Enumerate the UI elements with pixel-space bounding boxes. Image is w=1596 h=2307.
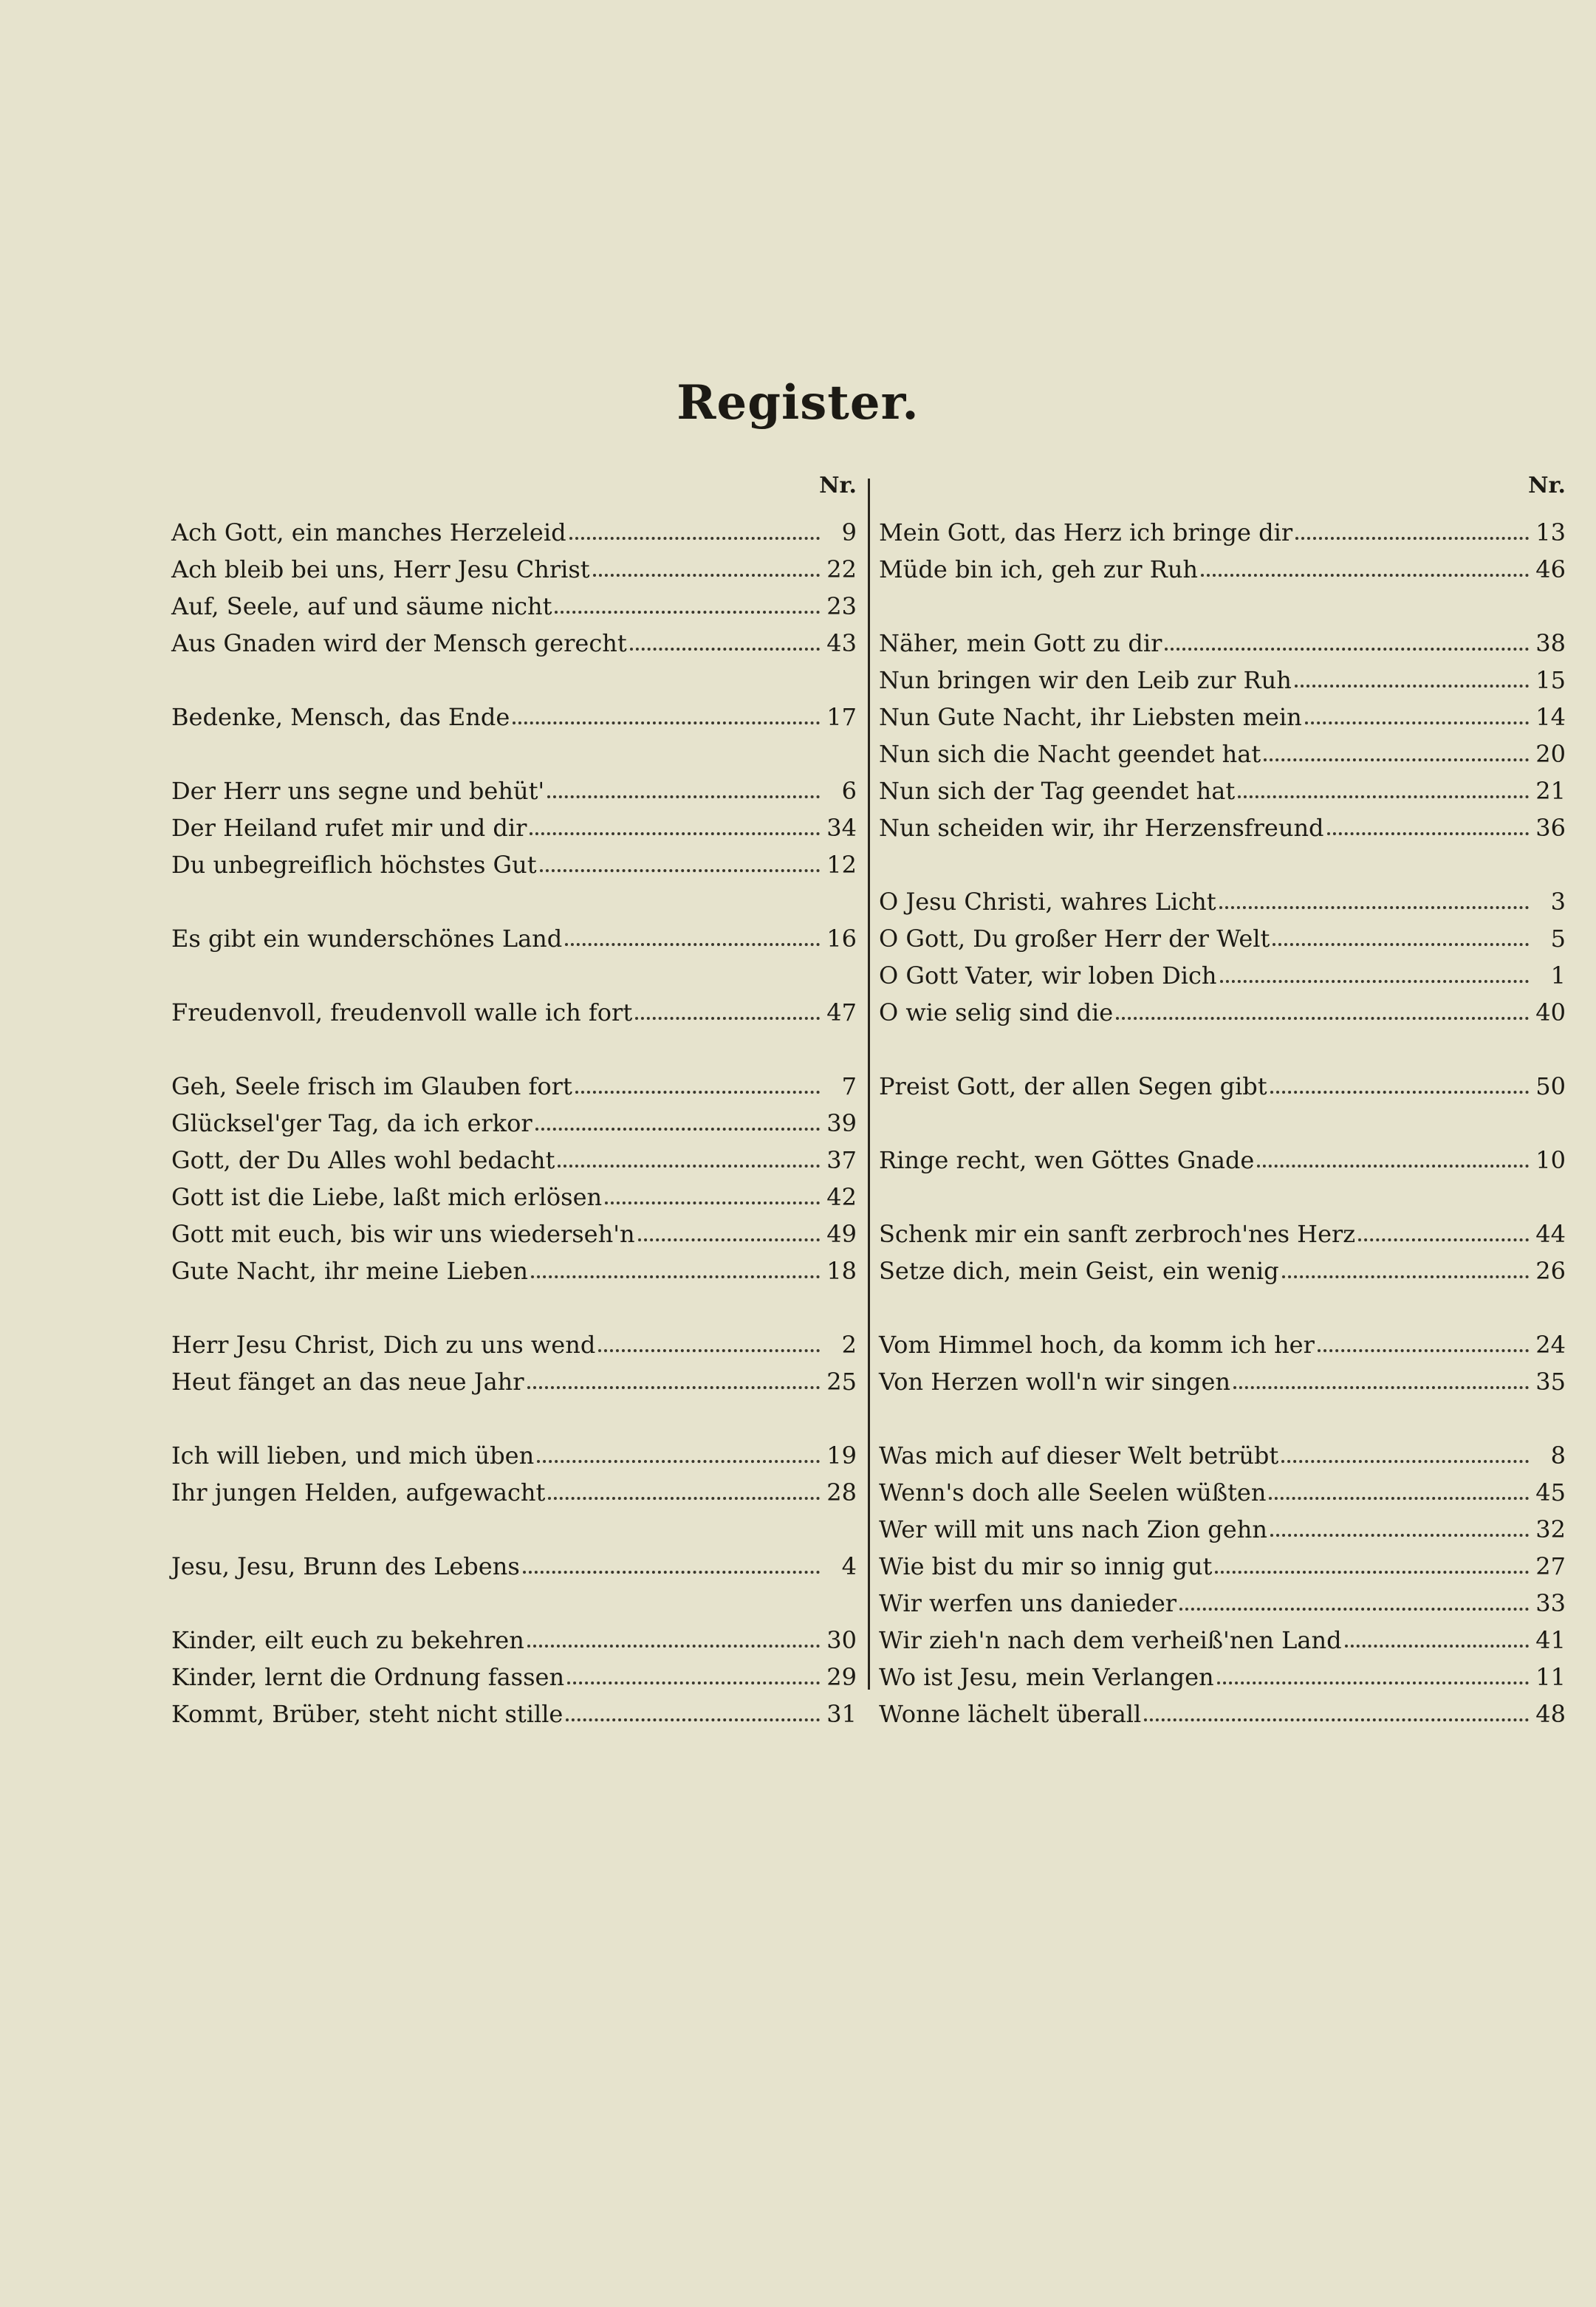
dot-leader — [1273, 943, 1529, 946]
entry-number: 15 — [1535, 666, 1566, 694]
entry-number: 49 — [826, 1220, 857, 1248]
dot-leader — [540, 869, 820, 872]
index-group — [879, 883, 1566, 1031]
entry-title: Nun bringen wir den Leib zur Ruh — [879, 666, 1292, 694]
entry-number: 38 — [1535, 629, 1566, 657]
entry-title: Ihr jungen Helden, aufgewacht — [171, 1478, 546, 1506]
index-entry — [171, 1437, 857, 1474]
dot-leader — [1358, 1238, 1529, 1241]
column-header-nr: Nr. — [819, 473, 857, 498]
entry-title: Mein Gott, das Herz ich bringe dir — [879, 518, 1293, 546]
entry-number: 44 — [1535, 1220, 1566, 1248]
entry-number: 35 — [1535, 1368, 1566, 1396]
entry-number: 23 — [826, 592, 857, 620]
index-group — [171, 514, 857, 662]
dot-leader — [558, 1165, 820, 1168]
dot-leader — [1281, 1460, 1529, 1463]
entry-title: Wonne lächelt überall — [879, 1700, 1142, 1728]
index-entry — [879, 1696, 1566, 1732]
entry-number: 48 — [1535, 1700, 1566, 1728]
index-entry — [879, 809, 1566, 846]
index-entry — [879, 1252, 1566, 1289]
index-entry — [879, 1622, 1566, 1659]
dot-leader — [1295, 685, 1529, 688]
entry-title: Aus Gnaden wird der Mensch gerecht — [171, 629, 627, 657]
dot-leader — [565, 943, 820, 946]
entry-number: 7 — [841, 1072, 857, 1100]
index-group — [171, 1548, 857, 1585]
dot-leader — [547, 795, 820, 798]
index-entry — [171, 1252, 857, 1289]
entry-title: Schenk mir ein sanft zerbroch'nes Herz — [879, 1220, 1356, 1248]
index-entry — [171, 1363, 857, 1400]
entry-number: 42 — [826, 1183, 857, 1211]
entry-title: Bedenke, Mensch, das Ende — [171, 703, 510, 731]
dot-leader — [630, 648, 820, 651]
index-entry — [879, 883, 1566, 920]
index-group — [879, 514, 1566, 588]
entry-number: 5 — [1550, 925, 1566, 953]
entry-number: 27 — [1535, 1552, 1566, 1580]
entry-number: 13 — [1535, 518, 1566, 546]
entry-title: Preist Gott, der allen Segen gibt — [879, 1072, 1267, 1100]
index-group — [879, 1216, 1566, 1289]
index-entry — [879, 662, 1566, 699]
index-entry — [171, 1659, 857, 1696]
index-entry — [171, 772, 857, 809]
entry-number: 40 — [1535, 998, 1566, 1026]
entry-number: 16 — [826, 925, 857, 953]
dot-leader — [1282, 1275, 1529, 1278]
index-entry — [171, 1696, 857, 1732]
index-entry — [171, 1474, 857, 1511]
entry-number: 45 — [1535, 1478, 1566, 1506]
dot-leader — [1144, 1718, 1529, 1721]
entry-title: Gott, der Du Alles wohl bedacht — [171, 1146, 555, 1174]
entry-title: Gott mit euch, bis wir uns wiederseh'n — [171, 1220, 635, 1248]
entry-number: 12 — [826, 851, 857, 879]
index-group — [879, 1326, 1566, 1400]
index-entry — [879, 514, 1566, 551]
entry-title: Jesu, Jesu, Brunn des Lebens — [171, 1552, 520, 1580]
dot-leader — [598, 1349, 820, 1352]
entry-title: Kommt, Brüber, steht nicht stille — [171, 1700, 564, 1728]
dot-leader — [535, 1128, 820, 1131]
index-entry — [879, 772, 1566, 809]
entry-number: 3 — [1550, 888, 1566, 916]
entry-title: Nun Gute Nacht, ihr Liebsten mein — [879, 703, 1302, 731]
index-entry — [171, 625, 857, 662]
dot-leader — [1270, 1091, 1529, 1094]
entry-title: Näher, mein Gott zu dir — [879, 629, 1162, 657]
entry-title: Nun scheiden wir, ihr Herzensfreund — [879, 814, 1324, 842]
index-entry — [171, 514, 857, 551]
dot-leader — [1327, 832, 1529, 835]
entry-number: 14 — [1535, 703, 1566, 731]
index-group — [879, 1068, 1566, 1105]
index-entry — [879, 551, 1566, 588]
entry-number: 4 — [841, 1552, 857, 1580]
entry-number: 41 — [1535, 1626, 1566, 1654]
dot-leader — [523, 1571, 820, 1574]
entry-number: 32 — [1535, 1515, 1566, 1543]
index-entry — [171, 1548, 857, 1585]
index-entry — [879, 957, 1566, 994]
entry-title: O Jesu Christi, wahres Licht — [879, 888, 1216, 916]
entry-number: 39 — [826, 1109, 857, 1137]
entry-number: 22 — [826, 555, 857, 583]
entry-title: Ach bleib bei uns, Herr Jesu Christ — [171, 555, 590, 583]
index-entry — [879, 1659, 1566, 1696]
entry-title: Freudenvoll, freudenvoll walle ich fort — [171, 998, 633, 1026]
index-entry — [879, 1437, 1566, 1474]
entry-title: Kinder, lernt die Ordnung fassen — [171, 1663, 565, 1691]
entry-number: 18 — [826, 1257, 857, 1285]
index-entry — [171, 551, 857, 588]
entry-title: Wo ist Jesu, mein Verlangen — [879, 1663, 1214, 1691]
index-entry — [171, 846, 857, 883]
index-entry — [879, 1585, 1566, 1622]
index-group — [171, 1437, 857, 1511]
entry-title: Geh, Seele frisch im Glauben fort — [171, 1072, 572, 1100]
dot-leader — [1215, 1571, 1529, 1574]
column-divider — [868, 479, 870, 1690]
entry-title: Ich will lieben, und mich üben — [171, 1442, 535, 1470]
entry-number: 25 — [826, 1368, 857, 1396]
dot-leader — [531, 1275, 820, 1278]
index-entry — [879, 1511, 1566, 1548]
entry-number: 1 — [1550, 961, 1566, 990]
dot-leader — [605, 1202, 820, 1204]
dot-leader — [635, 1017, 820, 1020]
page-title: Register. — [677, 375, 919, 431]
index-entry — [879, 1474, 1566, 1511]
dot-leader — [1257, 1165, 1529, 1168]
dot-leader — [1269, 1497, 1529, 1500]
dot-leader — [1116, 1017, 1529, 1020]
entry-number: 33 — [1535, 1589, 1566, 1617]
entry-number: 2 — [841, 1331, 857, 1359]
entry-number: 24 — [1535, 1331, 1566, 1359]
index-group — [171, 920, 857, 957]
entry-title: Gute Nacht, ihr meine Lieben — [171, 1257, 528, 1285]
index-entry — [171, 920, 857, 957]
entry-number: 37 — [826, 1146, 857, 1174]
index-group — [879, 625, 1566, 846]
dot-leader — [1233, 1386, 1529, 1389]
dot-leader — [527, 1386, 820, 1389]
index-entry — [171, 1179, 857, 1216]
entry-number: 31 — [826, 1700, 857, 1728]
entry-title: O wie selig sind die — [879, 998, 1114, 1026]
entry-number: 50 — [1535, 1072, 1566, 1100]
entries-right — [879, 514, 1566, 1732]
entry-title: Setze dich, mein Geist, ein wenig — [879, 1257, 1279, 1285]
entry-number: 11 — [1535, 1663, 1566, 1691]
entry-number: 8 — [1550, 1442, 1566, 1470]
index-entry — [171, 1068, 857, 1105]
dot-leader — [548, 1497, 820, 1500]
dot-leader — [1165, 648, 1529, 651]
index-entry — [879, 1326, 1566, 1363]
entry-number: 28 — [826, 1478, 857, 1506]
dot-leader — [1318, 1349, 1529, 1352]
index-group — [171, 1622, 857, 1732]
entry-title: Wir zieh'n nach dem verheiß'nen Land — [879, 1626, 1342, 1654]
dot-leader — [1201, 574, 1529, 577]
entry-number: 10 — [1535, 1146, 1566, 1174]
dot-leader — [513, 721, 820, 724]
entry-title: Der Heiland rufet mir und dir — [171, 814, 527, 842]
index-entry — [171, 1142, 857, 1179]
dot-leader — [1264, 758, 1529, 761]
index-column-left — [171, 473, 857, 1769]
index-entry — [171, 588, 857, 625]
dot-leader — [569, 537, 820, 540]
index-entry — [171, 1216, 857, 1252]
entry-title: Auf, Seele, auf und säume nicht — [171, 592, 552, 620]
entry-number: 6 — [841, 777, 857, 805]
dot-leader — [1179, 1608, 1529, 1611]
index-entry — [171, 1105, 857, 1142]
dot-leader — [1345, 1645, 1529, 1648]
entry-title: Gott ist die Liebe, laßt mich erlösen — [171, 1183, 603, 1211]
index-entry — [879, 1216, 1566, 1252]
dot-leader — [1270, 1534, 1529, 1537]
entry-title: Wer will mit uns nach Zion gehn — [879, 1515, 1267, 1543]
index-entry — [879, 1548, 1566, 1585]
index-entry — [879, 1363, 1566, 1400]
index-entry — [879, 699, 1566, 736]
index-group — [171, 772, 857, 883]
entry-title: Du unbegreiflich höchstes Gut — [171, 851, 537, 879]
entry-title: Von Herzen woll'n wir singen — [879, 1368, 1231, 1396]
entry-title: Müde bin ich, geh zur Ruh — [879, 555, 1199, 583]
dot-leader — [527, 1645, 820, 1648]
dot-leader — [566, 1718, 820, 1721]
entry-title: O Gott, Du großer Herr der Welt — [879, 925, 1270, 953]
index-group — [171, 1326, 857, 1400]
entry-title: Kinder, eilt euch zu bekehren — [171, 1626, 524, 1654]
dot-leader — [593, 574, 820, 577]
entry-number: 9 — [841, 518, 857, 546]
entry-title: Was mich auf dieser Welt betrübt — [879, 1442, 1279, 1470]
index-entry — [171, 994, 857, 1031]
dot-leader — [575, 1091, 820, 1094]
dot-leader — [555, 611, 820, 614]
index-entry — [171, 1622, 857, 1659]
index-group — [879, 1142, 1566, 1179]
entry-number: 21 — [1535, 777, 1566, 805]
index-column-right — [879, 473, 1566, 1769]
index-entry — [171, 699, 857, 736]
entry-title: Nun sich der Tag geendet hat — [879, 777, 1236, 805]
index-entry — [879, 625, 1566, 662]
index-group — [879, 1437, 1566, 1732]
index-group — [171, 1068, 857, 1289]
entry-title: Der Herr uns segne und behüt' — [171, 777, 545, 805]
entry-title: O Gott Vater, wir loben Dich — [879, 961, 1217, 990]
index-entry — [171, 1326, 857, 1363]
entry-title: Wenn's doch alle Seelen wüßten — [879, 1478, 1267, 1506]
dot-leader — [1305, 721, 1529, 724]
entry-title: Vom Himmel hoch, da komm ich her — [879, 1331, 1315, 1359]
entry-number: 19 — [826, 1442, 857, 1470]
entry-number: 30 — [826, 1626, 857, 1654]
dot-leader — [537, 1460, 820, 1463]
entry-title: Wir werfen uns danieder — [879, 1589, 1177, 1617]
dot-leader — [1217, 1682, 1529, 1684]
entry-title: Heut fänget an das neue Jahr — [171, 1368, 524, 1396]
dot-leader — [1219, 906, 1529, 909]
entry-number: 17 — [826, 703, 857, 731]
index-entry — [879, 736, 1566, 772]
dot-leader — [1220, 980, 1529, 983]
entry-title: Herr Jesu Christ, Dich zu uns wend — [171, 1331, 596, 1359]
index-group — [171, 699, 857, 736]
entry-number: 36 — [1535, 814, 1566, 842]
entry-number: 26 — [1535, 1257, 1566, 1285]
entry-number: 46 — [1535, 555, 1566, 583]
entry-number: 29 — [826, 1663, 857, 1691]
dot-leader — [1295, 537, 1529, 540]
entry-title: Es gibt ein wunderschönes Land — [171, 925, 563, 953]
dot-leader — [638, 1238, 820, 1241]
entry-title: Wie bist du mir so innig gut — [879, 1552, 1213, 1580]
entry-number: 34 — [826, 814, 857, 842]
entry-number: 20 — [1535, 740, 1566, 768]
dot-leader — [1238, 795, 1529, 798]
entry-title: Nun sich die Nacht geendet hat — [879, 740, 1261, 768]
index-entry — [879, 1142, 1566, 1179]
entries-left — [171, 514, 857, 1732]
entry-number: 43 — [826, 629, 857, 657]
index-entry — [879, 1068, 1566, 1105]
dot-leader — [567, 1682, 820, 1684]
entry-title: Glücksel'ger Tag, da ich erkor — [171, 1109, 532, 1137]
index-entry — [879, 994, 1566, 1031]
entry-title: Ringe recht, wen Göttes Gnade — [879, 1146, 1255, 1174]
index-entry — [171, 809, 857, 846]
entry-title: Ach Gott, ein manches Herzeleid — [171, 518, 566, 546]
column-header-nr: Nr. — [1528, 473, 1566, 498]
entry-number: 47 — [826, 998, 857, 1026]
index-entry — [879, 920, 1566, 957]
dot-leader — [530, 832, 820, 835]
index-group — [171, 994, 857, 1031]
